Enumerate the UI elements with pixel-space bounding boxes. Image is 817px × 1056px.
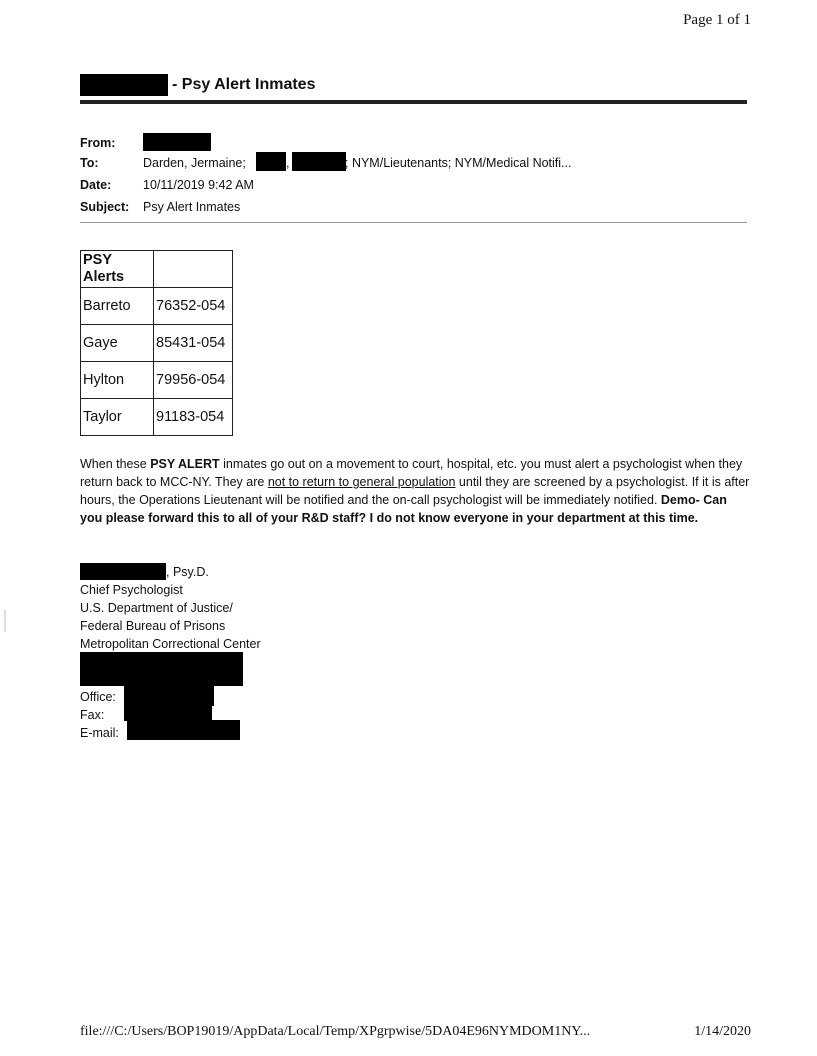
body-text-1: When these [80,457,151,471]
fax-label: Fax: [80,708,105,722]
to-row [80,153,246,173]
from-row [80,133,143,153]
body-text-underlined: not to return to general population [267,475,456,489]
signature-department: U.S. Department of Justice/ [80,601,233,615]
email-subject-title: - Psy Alert Inmates [172,76,316,93]
date-label: Date: [80,178,112,192]
scan-artifact [4,610,6,632]
inmate-number: 79956-054 [154,362,233,399]
message-body [80,455,752,527]
inmate-number: 76352-054 [154,288,233,325]
to-label: To: [80,156,99,170]
table-row [81,399,233,436]
inmate-number: 91183-054 [154,399,233,436]
body-text-2: inmates go out on a movement to court, hospital, etc. you must alert a psychologist when they return back to MCC-NY. They are [80,457,743,489]
signature-bureau: Federal Bureau of Prisons [80,619,226,633]
table-header-empty [154,251,233,288]
redaction-block [124,686,214,706]
date-row [80,175,254,195]
redaction-block [80,74,168,96]
date-value: 10/11/2019 9:42 AM [143,178,254,192]
body-text-psy-alert: PSY ALERT [150,457,220,471]
subject-row [80,197,240,217]
header-divider [80,222,747,223]
footer-date: 1/14/2020 [694,1024,751,1039]
redaction-block [292,152,346,171]
to-recipient-2: ; NYM/Lieutenants; NYM/Medical Notifi... [345,156,572,170]
to-recipient-1: Darden, Jermaine; [143,156,246,170]
inmate-name: Barreto [81,288,154,325]
to-separator: , [286,156,290,170]
redaction-block [143,133,211,151]
signature-center: Metropolitan Correctional Center [80,637,261,651]
table-header-psy-alerts: PSY Alerts [81,251,154,288]
table-row [81,288,233,325]
inmate-name: Hylton [81,362,154,399]
redaction-block [256,152,286,171]
body-text-3: until they are screened by a psychologist. If it is after hours, the Operations Lieutenant will be notified and the on-call psychologist will be immediately notified. [80,475,750,507]
signature-credential: , Psy.D. [166,565,209,579]
redaction-block [80,563,166,580]
table-header-row [81,251,233,288]
from-label: From: [80,136,116,150]
signature-title: Chief Psychologist [80,583,183,597]
subject-label: Subject: [80,200,130,214]
footer-file-path: file:///C:/Users/BOP19019/AppData/Local/Temp/XPgrpwise/5DA04E96NYMDOM1NY... [80,1024,591,1039]
table-row [81,325,233,362]
redaction-block [124,704,212,721]
email-label: E-mail: [80,726,119,740]
inmate-number: 85431-054 [154,325,233,362]
body-text-request: Demo- Can you please forward this to all of your R&D staff? I do not know everyone in your department at this time. [80,493,727,525]
title-divider [80,100,747,104]
page-number: Page 1 of 1 [683,12,751,28]
psy-alerts-table [80,250,233,436]
redaction-block [127,720,240,740]
subject-value: Psy Alert Inmates [143,200,241,214]
redaction-block [80,652,243,686]
office-label: Office: [80,690,116,704]
inmate-name: Gaye [81,325,154,362]
inmate-name: Taylor [81,399,154,436]
table-row [81,362,233,399]
